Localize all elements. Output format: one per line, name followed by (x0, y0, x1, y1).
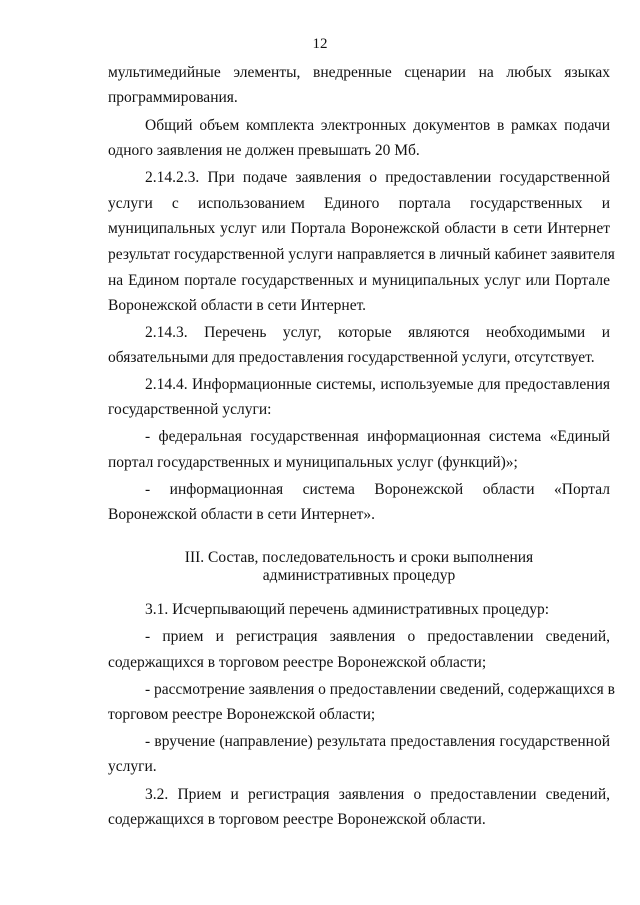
body-line: Общий объем комплекта электронных документов в рамках подачи (145, 117, 610, 134)
list-item-continuation: содержащихся в торговом реестре Воронежской области; (108, 654, 487, 671)
body-line: обязательными для предоставления государственной услуги, отсутствует. (108, 349, 595, 366)
section-heading: административных процедур (262, 567, 456, 584)
body-line: программирования. (108, 89, 238, 106)
body-line: муниципальных услуг или Портала Воронежской области в сети Интернет (108, 220, 610, 237)
body-line: 2.14.2.3. При подаче заявления о предоставлении государственной (145, 169, 610, 186)
list-item-continuation: Воронежской области в сети Интернет». (108, 506, 375, 523)
list-item-continuation: портал государственных и муниципальных услуг (функций)»; (108, 454, 518, 471)
list-item: - рассмотрение заявления о предоставлении сведений, содержащихся в (145, 681, 615, 698)
list-item-continuation: услуги. (108, 758, 157, 775)
body-line: одного заявления не должен превышать 20 Мб. (108, 142, 420, 159)
body-line: Воронежской области в сети Интернет. (108, 297, 367, 314)
list-item-continuation: торговом реестре Воронежской области; (108, 706, 376, 723)
list-item: - вручение (направление) результата предоставления государственной (145, 733, 610, 750)
body-line: на Едином портале государственных и муниципальных услуг или Портале (108, 272, 610, 289)
body-line: 3.1. Исчерпывающий перечень административных процедур: (145, 601, 550, 618)
body-line: 3.2. Прием и регистрация заявления о предоставлении сведений, (145, 786, 610, 803)
body-line: мультимедийные элементы, внедренные сценарии на любых языках (108, 64, 610, 81)
body-line: 2.14.4. Информационные системы, используемые для предоставления (145, 376, 610, 393)
page-number: 12 (312, 36, 328, 52)
body-line: государственной услуги: (108, 401, 272, 418)
list-item: - информационная система Воронежской области «Портал (145, 481, 610, 498)
body-line: результат государственной услуги направляется в личный кабинет заявителя (108, 246, 615, 263)
body-line: услуги с использованием Единого портала государственных и (108, 195, 610, 212)
list-item: - прием и регистрация заявления о предоставлении сведений, (145, 628, 610, 645)
body-line: содержащихся в торговом реестре Воронежской области. (108, 811, 486, 828)
list-item: - федеральная государственная информационная система «Единый (145, 428, 610, 445)
section-heading: III. Состав, последовательность и сроки выполнения (184, 549, 534, 566)
body-line: 2.14.3. Перечень услуг, которые являются необходимыми и (145, 324, 610, 341)
